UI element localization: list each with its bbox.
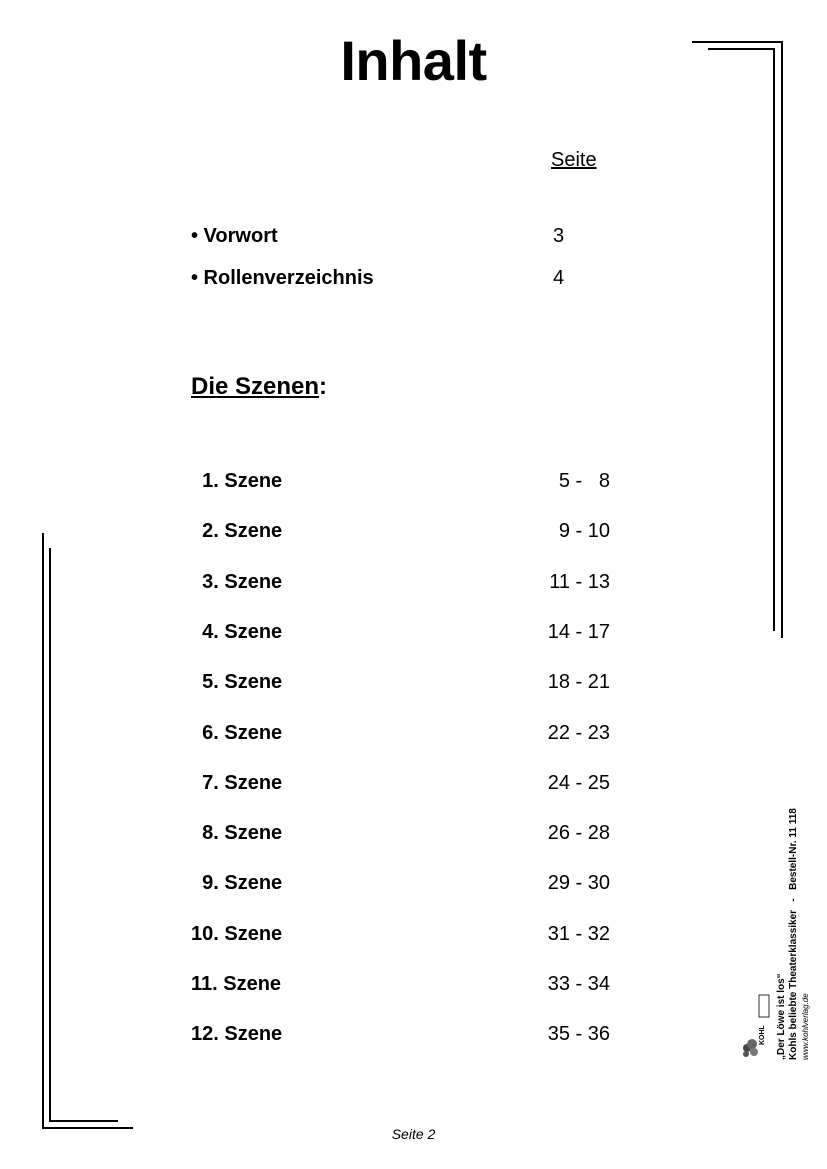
sidebar-separator: - bbox=[788, 898, 799, 902]
frame-line-top-outer bbox=[692, 41, 783, 43]
frame-line-right-outer bbox=[781, 41, 783, 638]
scene-pages: 18 - 21 bbox=[547, 671, 610, 693]
scene-label: 4. Szene bbox=[191, 621, 283, 643]
toc-entry-vorwort: • Vorwort bbox=[191, 225, 278, 247]
scene-label: 10. Szene bbox=[191, 923, 283, 945]
sidebar-series-line bbox=[788, 808, 800, 1060]
scene-pages: 31 - 32 bbox=[547, 923, 610, 945]
scene-pages: 11 - 13 bbox=[549, 571, 610, 593]
scene-pages: 33 - 34 bbox=[547, 973, 610, 995]
scene-pages: 26 - 28 bbox=[547, 822, 610, 844]
scene-pages: 24 - 25 bbox=[547, 772, 610, 794]
sidebar-order-number: Bestell-Nr. 11 118 bbox=[788, 808, 799, 890]
frame-line-bottom-inner bbox=[49, 1120, 118, 1122]
scenes-heading bbox=[191, 373, 327, 401]
frame-line-right-inner bbox=[773, 48, 775, 631]
scene-pages: 22 - 23 bbox=[547, 722, 610, 744]
scene-label: 7. Szene bbox=[191, 772, 283, 794]
frame-line-left-inner bbox=[49, 548, 51, 1122]
scene-label: 2. Szene bbox=[191, 520, 283, 542]
scene-pages: 14 - 17 bbox=[547, 621, 610, 643]
scene-label: 5. Szene bbox=[191, 671, 283, 693]
scene-label: 11. Szene bbox=[191, 973, 282, 995]
sidebar-website: www.kohlverlag.de bbox=[801, 993, 810, 1060]
logo-text: KOHL bbox=[759, 1025, 766, 1045]
page-column-header: Seite bbox=[551, 149, 597, 171]
sidebar-series: Kohls beliebte Theaterklassiker bbox=[788, 909, 799, 1060]
scene-label: 3. Szene bbox=[191, 571, 283, 593]
frame-line-left-outer bbox=[42, 533, 44, 1129]
scenes-heading-colon: : bbox=[319, 373, 328, 400]
scene-label: 6. Szene bbox=[191, 722, 283, 744]
frame-line-top-inner bbox=[708, 48, 775, 50]
toc-page-rollenverzeichnis: 4 bbox=[553, 267, 565, 289]
scene-label: 1. Szene bbox=[191, 470, 283, 492]
scene-label: 12. Szene bbox=[191, 1023, 283, 1045]
scene-label: 9. Szene bbox=[191, 872, 283, 894]
toc-entry-rollenverzeichnis: • Rollenverzeichnis bbox=[191, 267, 374, 289]
scene-pages: 35 - 36 bbox=[547, 1023, 610, 1045]
scene-pages: 29 - 30 bbox=[547, 872, 610, 894]
scene-pages: 5 - 8 bbox=[558, 470, 610, 492]
scene-pages: 9 - 10 bbox=[558, 520, 610, 542]
page-title: Inhalt bbox=[340, 29, 487, 92]
scene-label: 8. Szene bbox=[191, 822, 283, 844]
scenes-heading-text: Die Szenen bbox=[191, 373, 320, 400]
toc-page-vorwort: 3 bbox=[553, 225, 565, 247]
sidebar-book-title: „Der Löwe ist los“ bbox=[776, 973, 787, 1060]
page-footer: Seite 2 bbox=[391, 1126, 436, 1142]
publisher-logo bbox=[740, 990, 770, 1060]
